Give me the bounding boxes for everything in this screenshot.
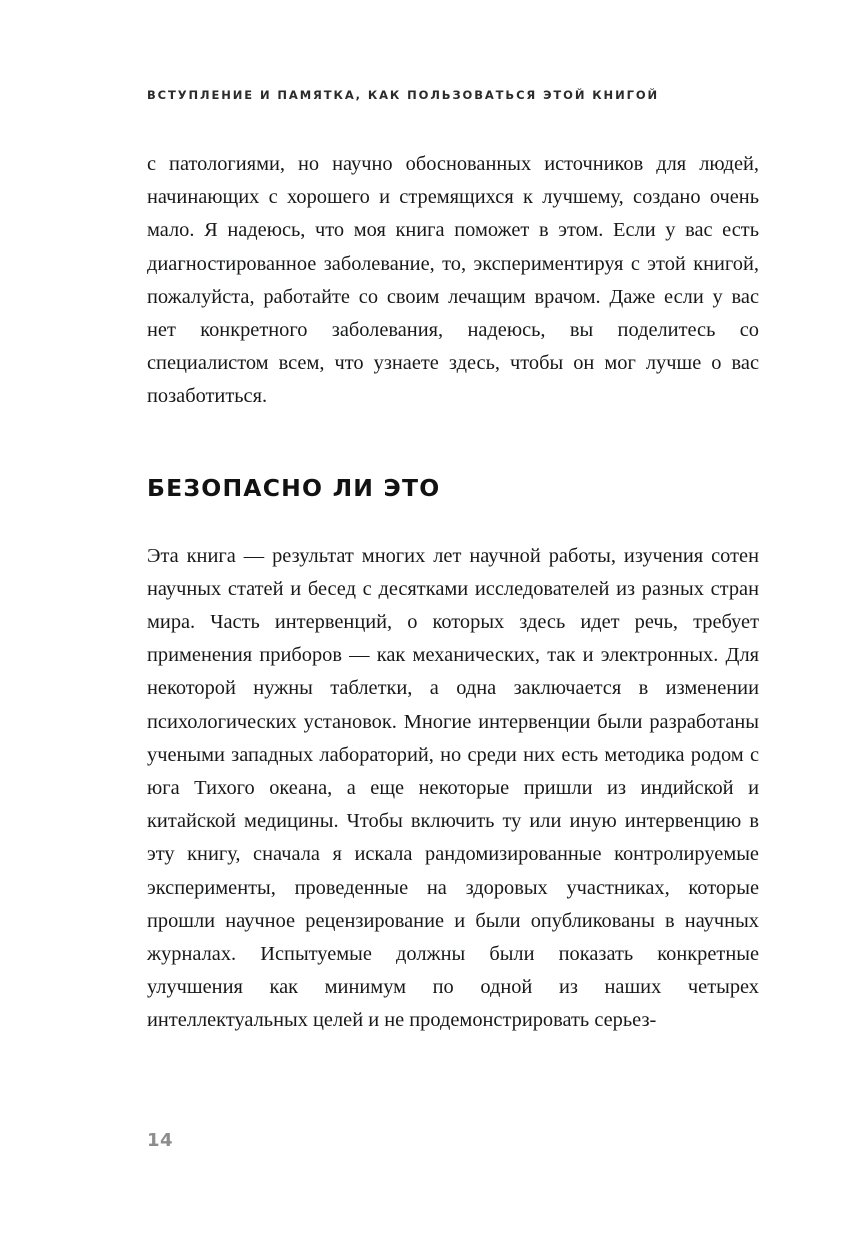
paragraph-section-body: Эта книга — результат многих лет научной работы, изучения сотен научных статей и бесед с десятками исследователей из разных стран мира. Часть интервенций, о которых здесь идет речь, требует применения приборов — как механических, так и электронных. Для некоторой нужны таблетки, а одна заключается в изменении психологических установок. Многие интервенции были разработаны учеными западных лабораторий, но среди них есть методика родом с юга Тихого океана, а еще некоторые пришли из индийской и китайской медицины. Чтобы включить ту или иную интервенцию в эту книгу, сначала я искала рандомизированные контролируемые эксперименты, проведенные на здоровых участниках, которые прошли научное рецензирование и были опубликованы в научных журналах. Испытуемые должны были показать конкретные улучшения как минимум по одной из наших четырех интеллектуальных целей и не продемонстрировать серьез- [147, 544, 759, 1032]
paragraph-spacer [147, 414, 759, 474]
page-number: 14 [147, 1130, 174, 1151]
page-content [147, 148, 759, 1038]
heading-spacer [147, 502, 759, 540]
section-heading: БЕЗОПАСНО ЛИ ЭТО [147, 473, 441, 502]
paragraph-continued: с патологиями, но научно обоснованных источников для людей, начинающих с хорошего и стремящихся к лучшему, создано очень мало. Я надеюсь, что моя книга поможет в этом. Если у вас есть диагностированное заболевание, то, экспериментируя с этой книгой, пожалуйста, работайте со своим лечащим врачом. Даже если у вас нет конкретного заболевания, надеюсь, вы поделитесь со специалистом всем, что узнаете здесь, чтобы он мог лучше о вас позаботиться. [147, 153, 759, 408]
running-head: ВСТУПЛЕНИЕ И ПАМЯТКА, КАК ПОЛЬЗОВАТЬСЯ ЭТОЙ КНИГОЙ [147, 88, 660, 102]
